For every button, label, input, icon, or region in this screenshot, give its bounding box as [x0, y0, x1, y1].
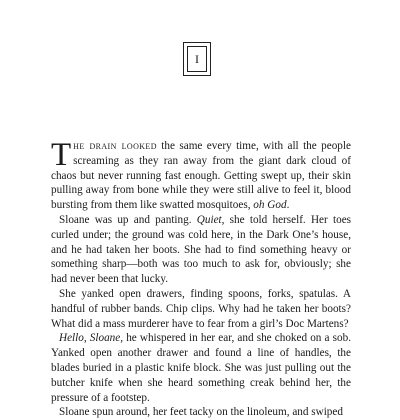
chapter-number-inner-frame	[187, 46, 207, 72]
paragraph-1-text: the same every time, with all the people screaming as they ran away from the giant dark cloud of chaos but never running fast enough. Getting swept up, their skin pulling away from bone while they were still alive to feel it, blood bursting from them like swatted mosquitoes,	[51, 140, 351, 212]
paragraph-2-emphasis: Quiet	[196, 213, 222, 226]
chapter-number: I	[195, 52, 199, 66]
lead-in-small-caps: he drain looked	[73, 140, 157, 152]
paragraph-4-text: he whispered in her ear, and she choked on a sob. Yanked open another drawer and found a line of handles, the blades buried in a plastic knife block. She was just pulling out the butcher knife when she heard something creak behind her, the pressure of a footstep.	[51, 332, 351, 404]
paragraph-2-text-b: , she told herself. Her toes curled under; the ground was cold here, in the Dark One’s house, and he had taken her boots. She had to find something heavy or something sharp—both was too much to ask for, obviously; she had never been that lucky.	[51, 213, 352, 286]
paragraph-2-text-a: Sloane was up and panting.	[59, 213, 197, 226]
paragraph-1	[51, 139, 351, 213]
paragraph-3: She yanked open drawers, finding spoons, forks, spatulas. A handful of rubber bands. Chip clips. Why had he taken her boots? What did a mass murderer have to fear from a girl’s Doc Martens?	[51, 287, 351, 330]
paragraph-2	[51, 213, 351, 287]
drop-cap: T	[51, 137, 72, 173]
paragraph-4-emphasis: Hello, Sloane,	[59, 332, 124, 345]
paragraph-1-emphasis: oh God	[253, 199, 287, 212]
paragraph-4	[51, 331, 351, 405]
paragraph-5: Sloane spun around, her feet tacky on the linoleum, and swiped	[59, 406, 343, 419]
chapter-number-frame	[183, 42, 211, 76]
body-text	[51, 139, 351, 420]
paragraph-1-end: .	[286, 199, 290, 212]
